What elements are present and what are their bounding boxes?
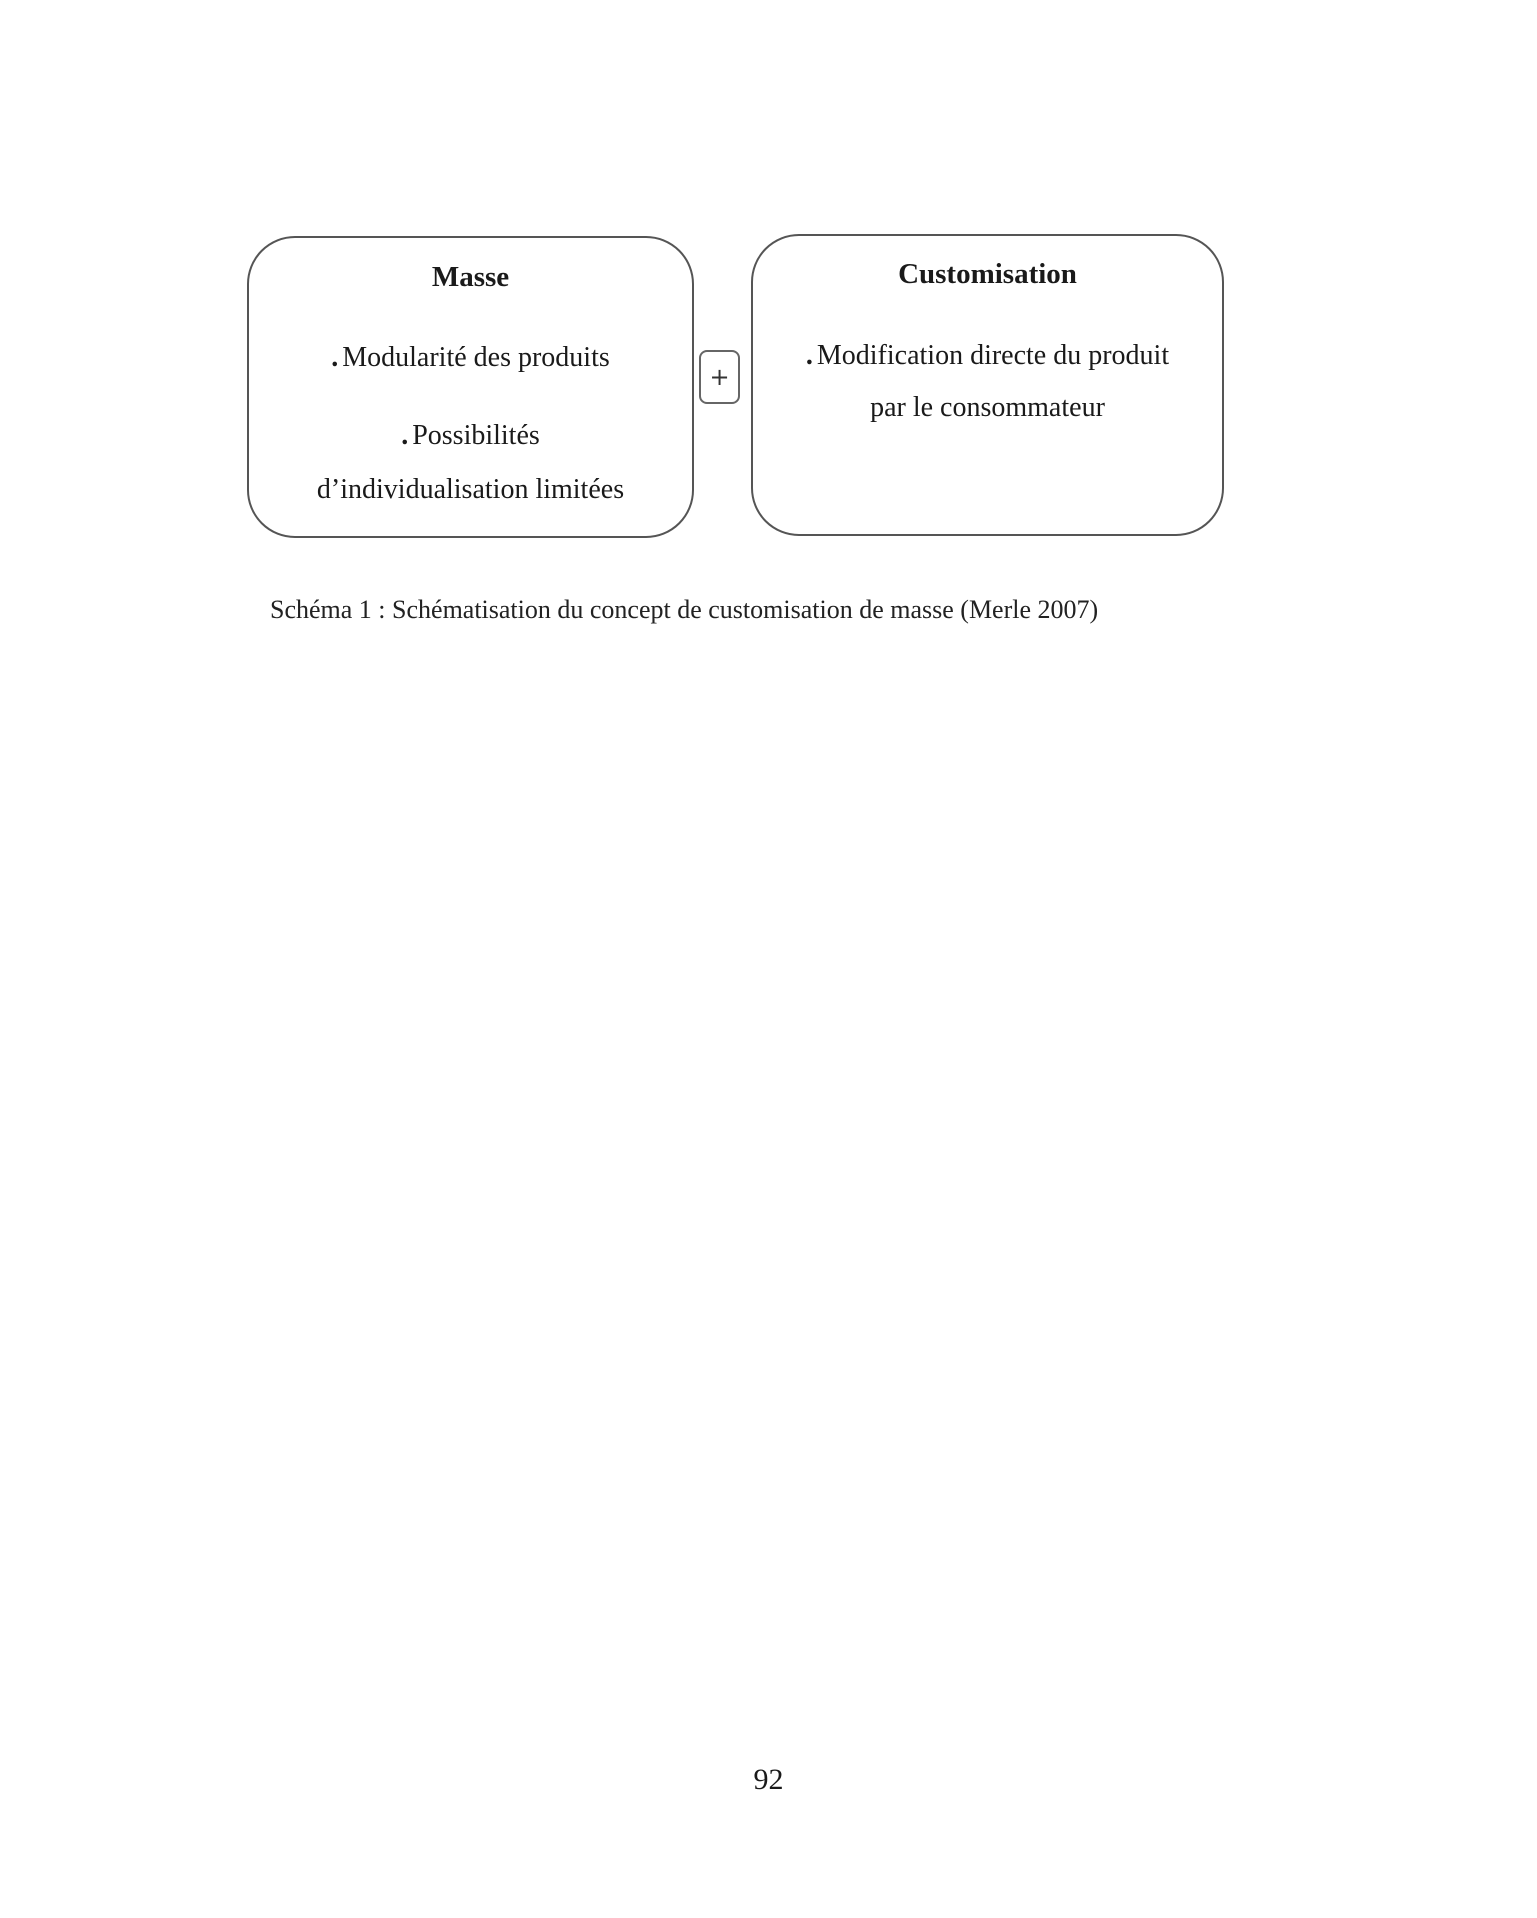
masse-item-modularity — [249, 340, 692, 376]
masse-title: Masse — [431, 261, 510, 293]
customisation-item-modification-text: Modification directe du produit — [816, 340, 1170, 371]
customisation-title: Customisation — [898, 258, 1077, 290]
customisation-item-modification — [753, 338, 1222, 374]
figure-caption: Schéma 1 : Schématisation du concept de customisation de masse (Merle 2007) — [270, 595, 1099, 624]
bullet-icon: . — [805, 340, 813, 371]
page-number: 92 — [753, 1763, 784, 1796]
masse-item-possibilities — [249, 418, 692, 454]
masse-item-modularity-text: Modularité des produits — [342, 342, 610, 373]
masse-item-possibilities-text: Possibilités — [412, 420, 540, 451]
masse-item-possibilities-continued: d’individualisation limitées — [316, 474, 625, 505]
customisation-item-modification-continued: par le consommateur — [870, 392, 1105, 423]
customisation-box — [751, 234, 1224, 536]
plus-operator-icon: + — [699, 350, 740, 404]
masse-box — [247, 236, 694, 538]
bullet-icon: . — [401, 420, 409, 451]
bullet-icon: . — [331, 342, 339, 373]
